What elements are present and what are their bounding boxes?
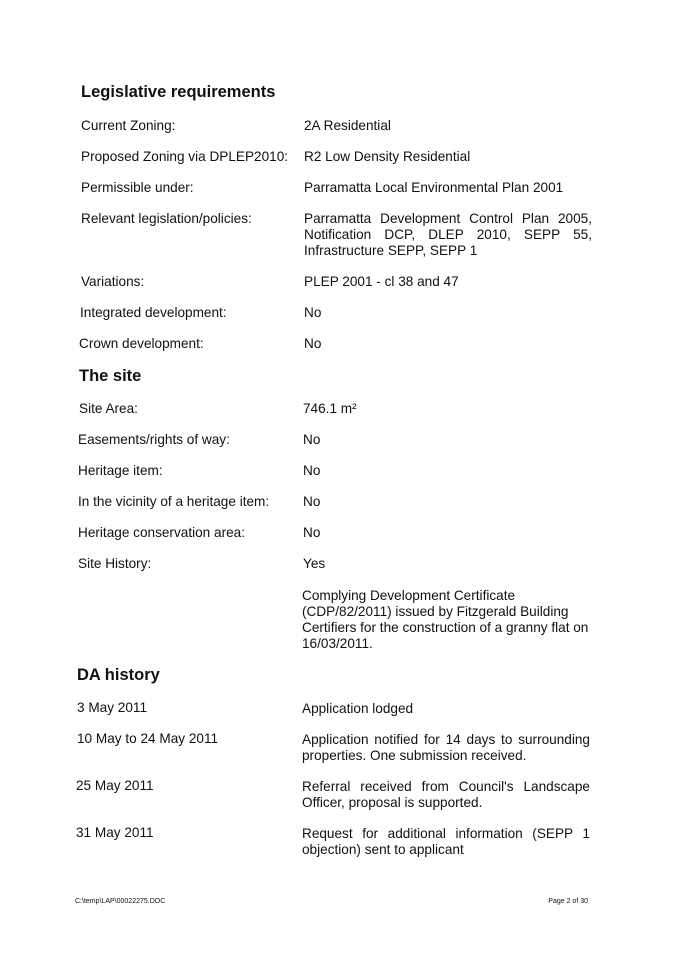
legislative-value-variations: PLEP 2001 - cl 38 and 47 [304, 274, 459, 289]
site-value-area: 746.1 m² [303, 401, 357, 416]
da-history-event-1: Application lodged [302, 701, 414, 716]
da-history-heading: DA history [77, 666, 160, 684]
legislative-label-proposed-zoning: Proposed Zoning via DPLEP2010: [81, 149, 289, 164]
legislative-value-current-zoning: 2A Residential [304, 118, 391, 133]
site-value-heritage-item: No [303, 463, 321, 478]
da-history-date-4: 31 May 2011 [76, 825, 154, 840]
da-history-event-2: Application notified for 14 days to surrounding properties. One submission received. [302, 732, 590, 763]
legislative-label-integrated: Integrated development: [80, 305, 227, 320]
legislative-label-variations: Variations: [81, 274, 145, 289]
site-value-history: Yes [303, 556, 326, 571]
legislative-value-proposed-zoning: R2 Low Density Residential [304, 149, 471, 164]
site-label-history: Site History: [78, 556, 152, 571]
legislative-label-crown: Crown development: [79, 336, 204, 351]
legislative-label-permissible: Permissible under: [81, 180, 194, 195]
site-label-area: Site Area: [79, 401, 138, 416]
site-value-heritage-vicinity: No [303, 494, 321, 509]
da-history-date-3: 25 May 2011 [76, 778, 154, 793]
footer-page-number: Page 2 of 30 [548, 898, 588, 905]
legislative-label-relevant-legislation: Relevant legislation/policies: [81, 211, 252, 226]
legislative-value-permissible: Parramatta Local Environmental Plan 2001 [304, 180, 564, 195]
site-label-easements: Easements/rights of way: [78, 432, 230, 447]
site-history-note: Complying Development Certificate (CDP/82/2011) issued by Fitzgerald Building Certifiers for the construction of a granny flat on 16/03/2011. [302, 588, 589, 651]
da-history-date-1: 3 May 2011 [77, 700, 148, 715]
da-history-event-3: Referral received from Council's Landscape Officer, proposal is supported. [302, 779, 590, 810]
legislative-value-crown: No [304, 336, 322, 351]
site-value-conservation-area: No [303, 525, 321, 540]
legislative-heading: Legislative requirements [81, 83, 276, 101]
site-label-heritage-vicinity: In the vicinity of a heritage item: [78, 494, 270, 509]
legislative-value-relevant-legislation: Parramatta Development Control Plan 2005, Notification DCP, DLEP 2010, SEPP 55, Infrastructure SEPP, SEPP 1 [304, 211, 592, 258]
site-label-conservation-area: Heritage conservation area: [78, 525, 245, 540]
site-heading: The site [79, 367, 142, 385]
legislative-value-integrated: No [304, 305, 322, 320]
legislative-label-current-zoning: Current Zoning: [81, 118, 176, 133]
footer-file-path: C:\temp\LAP\00022275.DOC [75, 898, 166, 905]
da-history-date-2: 10 May to 24 May 2011 [77, 731, 219, 746]
site-label-heritage-item: Heritage item: [78, 463, 163, 478]
da-history-event-4: Request for additional information (SEPP 1 objection) sent to applicant [302, 826, 590, 857]
site-value-easements: No [303, 432, 321, 447]
